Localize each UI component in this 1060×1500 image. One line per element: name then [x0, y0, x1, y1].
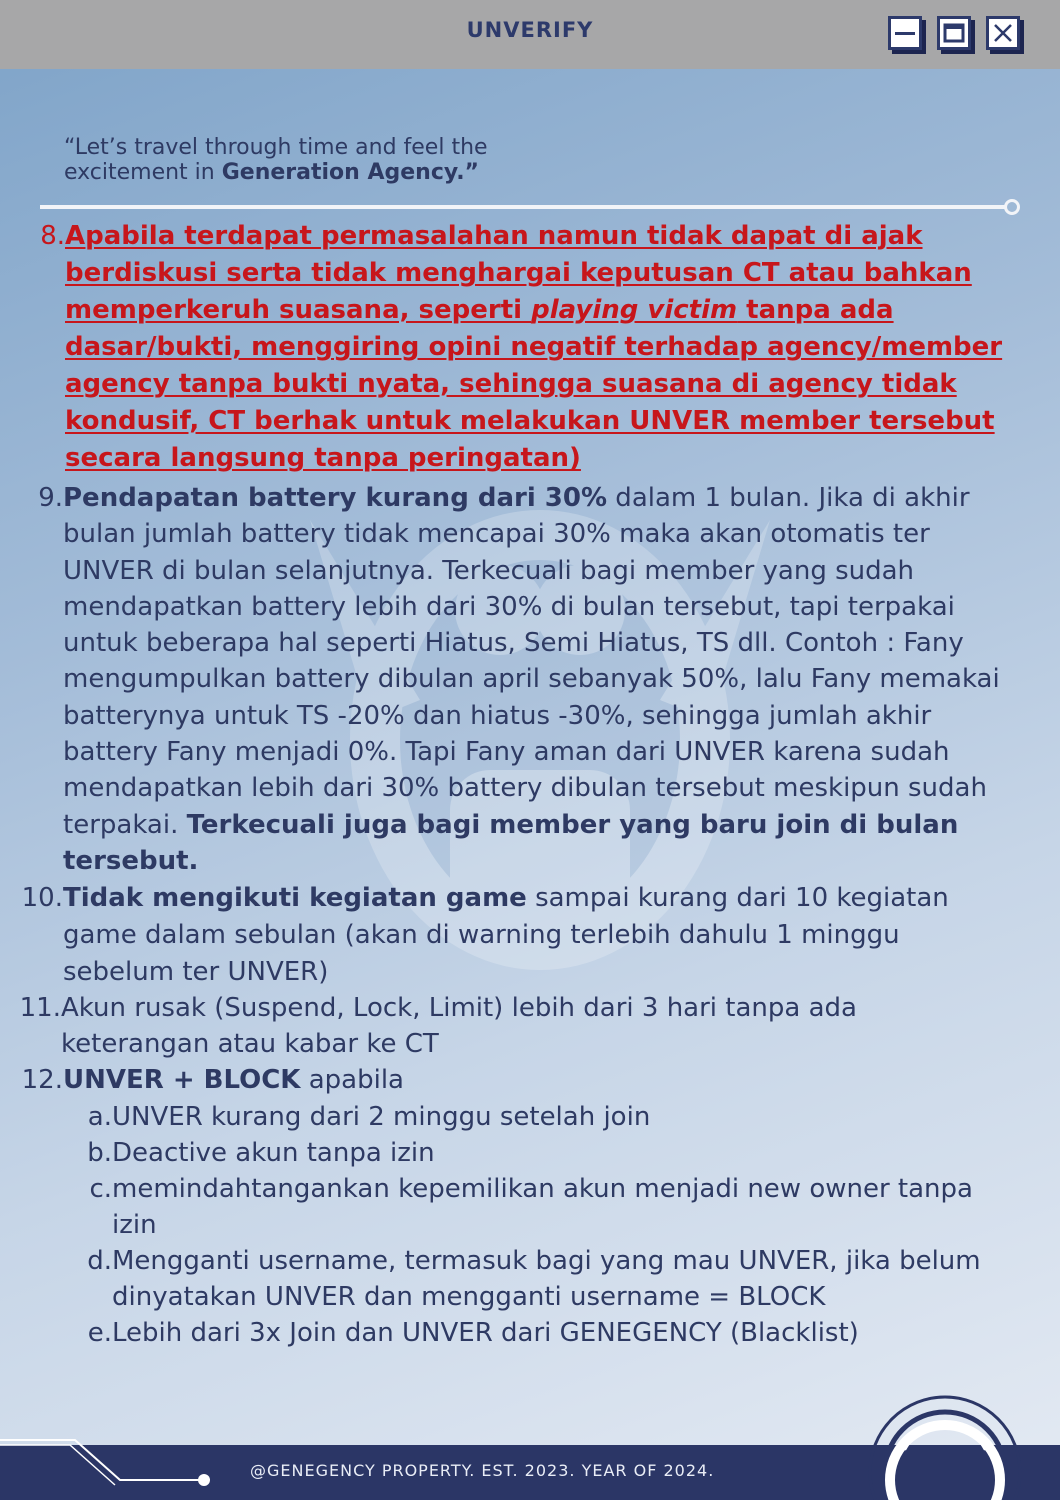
sub-item-text: UNVER kurang dari 2 minggu setelah join [112, 1102, 651, 1132]
sub-item-letter: a. [87, 1102, 112, 1132]
sub-item-letter: e. [87, 1318, 112, 1348]
title-bar [0, 0, 1060, 69]
rule-12-bold-text: UNVER + BLOCK [63, 1065, 301, 1095]
quote-agency-name: Generation Agency.” [221, 160, 480, 185]
rule-text [65, 218, 1010, 477]
rule-8-text-part-2: tanpa ada dasar/bukti, menggiring opini negatif terhadap agency/member agency tanpa bukti nyata, sehingga suasana di agency tidak kondusif, CT berhak untuk melakukan UNVER member tersebut secara langsung tanpa peringatan) [65, 295, 1003, 473]
rule-number: 11. [19, 993, 61, 1023]
rule-number: 8. [40, 221, 65, 251]
rule-9-text: dalam 1 bulan. Jika di akhir bulan jumlah battery tidak mencapai 30% maka akan otomatis ter UNVER di bulan selanjutnya. Terkecuali bagi member yang sudah mendapatkan battery lebih dari 30% di bulan tersebut, tapi terpakai untuk beberapa hal seperti Hiatus, Semi Hiatus, TS dll. Contoh : Fany mengumpulkan battery dibulan april sebanyak 50%, lalu Fany memakai batterynya untuk TS -20% dan hiatus -30%, sehingga jumlah akhir battery Fany menjadi 0%. Tapi Fany aman dari UNVER karena sudah mendapatkan lebih dari 30% battery dibulan tersebut meskipun sudah terpakai. [63, 483, 1000, 840]
footer-decoration [0, 1380, 1060, 1500]
rule-9-bold-text: Pendapatan battery kurang dari 30% [63, 483, 608, 513]
sub-item-letter: c. [89, 1174, 112, 1204]
rule-10-text: sampai kurang dari 10 kegiatan game dalam sebulan (akan di warning terlebih dahulu 1 minggu sebelum ter UNVER) [63, 883, 949, 987]
close-icon [989, 19, 1017, 47]
sub-item-letter: b. [87, 1138, 112, 1168]
window-title: UNVERIFY [466, 18, 594, 42]
rule-9-bold-end-text: Terkecuali juga bagi member yang baru join di bulan tersebut. [63, 809, 959, 876]
rule-number: 10. [21, 883, 63, 913]
rule-text: Akun rusak (Suspend, Lock, Limit) lebih dari 3 hari tanpa ada keterangan atau kabar ke CT [61, 993, 857, 1059]
divider-line [40, 205, 1005, 209]
divider-end-circle [1004, 199, 1020, 215]
minimize-icon [891, 19, 919, 47]
rule-text [63, 880, 963, 991]
quote-line-1: “Let’s travel through time and feel the [64, 135, 488, 160]
sub-item-letter: d. [87, 1246, 112, 1276]
rule-12-text: apabila [300, 1065, 404, 1095]
rule-number: 12. [21, 1065, 63, 1095]
close-button[interactable] [986, 16, 1020, 50]
maximize-button[interactable] [937, 16, 971, 50]
rule-8-text-part-1: Apabila terdapat permasalahan namun tidak dapat di ajak berdiskusi serta tidak menghargai keputusan CT atau bahkan memperkeruh suasana, seperti [65, 221, 972, 325]
rule-8-italic-text: playing victim [531, 295, 738, 325]
sub-item-text: memindahtangankan kepemilikan akun menjadi new owner tanpa izin [112, 1174, 973, 1240]
rule-text [63, 480, 1023, 879]
rule-10-bold-text: Tidak mengikuti kegiatan game [63, 883, 527, 913]
maximize-icon [940, 19, 968, 47]
rule-text [63, 1062, 963, 1099]
rule-number: 9. [38, 483, 63, 513]
quote-line-2-prefix: excitement in [64, 160, 222, 185]
quote-line-2 [64, 160, 664, 185]
sub-item-text: Deactive akun tanpa izin [112, 1138, 435, 1168]
minimize-button[interactable] [888, 16, 922, 50]
sub-item-text: Lebih dari 3x Join dan UNVER dari GENEGENCY (Blacklist) [112, 1318, 859, 1348]
sub-item-text: Mengganti username, termasuk bagi yang mau UNVER, jika belum dinyatakan UNVER dan mengganti username = BLOCK [112, 1246, 981, 1312]
footer-text: @GENEGENCY PROPERTY. EST. 2023. YEAR OF 2024. [250, 1461, 715, 1480]
intro-quote [64, 135, 664, 185]
